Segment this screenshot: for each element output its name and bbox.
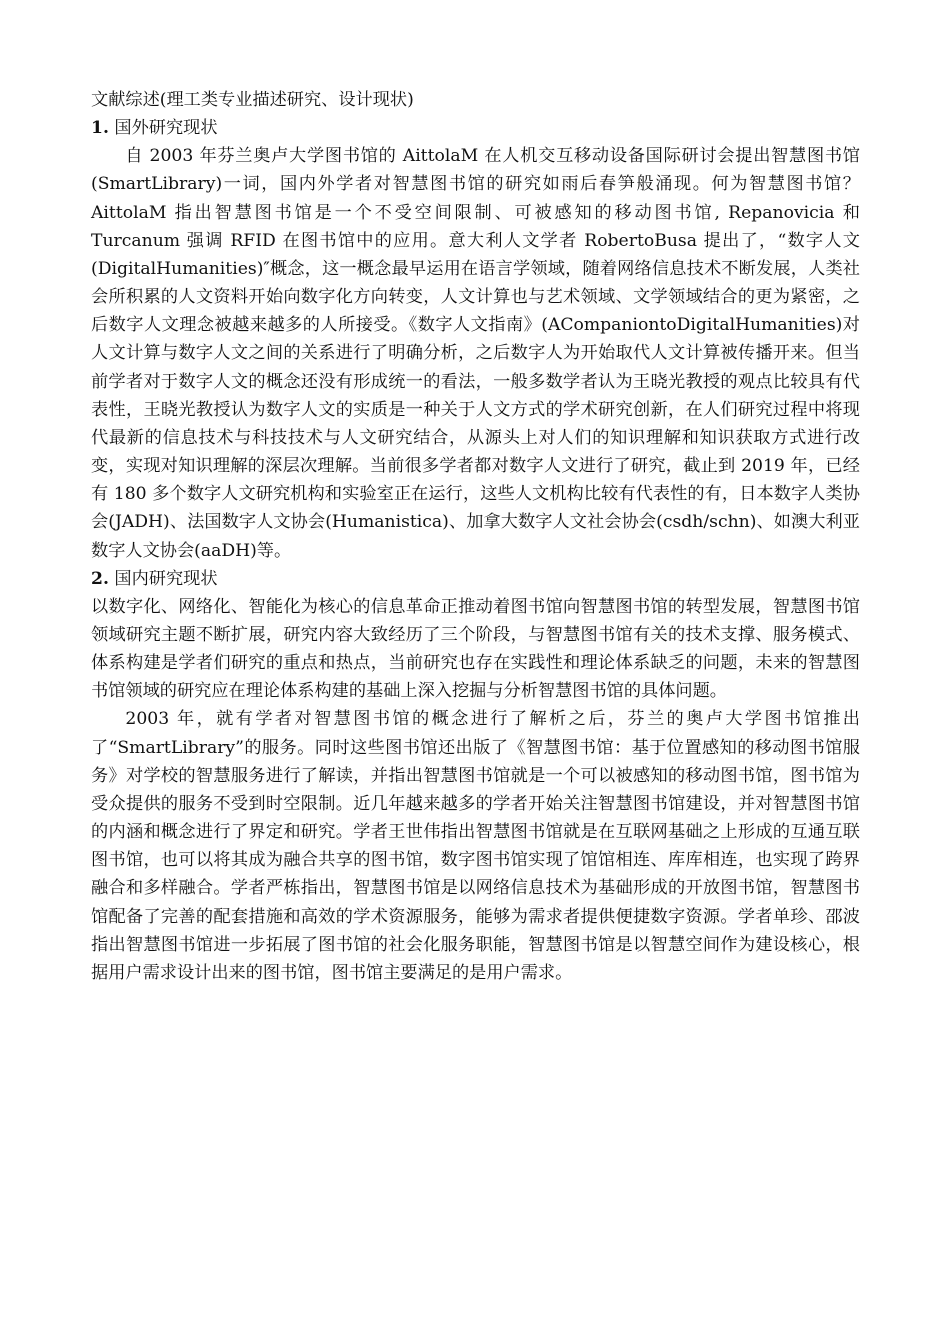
section-heading-text: 国内研究现状 [114, 568, 218, 589]
section-number: 2. [91, 568, 109, 589]
body-paragraph: 2003 年，就有学者对智慧图书馆的概念进行了解析之后，芬兰的奥卢大学图书馆推出了“SmartLibrary”的服务。同时这些图书馆还出版了《智慧图书馆：基于位置感知的移动图书馆服务》对学校的智慧服务进行了解读，并指出智慧图书馆就是一个可以被感知的移动图书馆，图书馆为受众提供的服务不受到时空限制。近几年越来越多的学者开始关注智慧图书馆建设，并对智慧图书馆的内涵和概念进行了界定和研究。学者王世伟指出智慧图书馆就是在互联网基础之上形成的互通互联图书馆，也可以将其成为融合共享的图书馆，数字图书馆实现了馆馆相连、库库相连，也实现了跨界融合和多样融合。学者严栋指出，智慧图书馆是以网络信息技术为基础形成的开放图书馆，智慧图书馆配备了完善的配套措施和高效的学术资源服务，能够为需求者提供便捷数字资源。学者单珍、邵波指出智慧图书馆进一步拓展了图书馆的社会化服务职能，智慧图书馆是以智慧空间作为建设核心，根据用户需求设计出来的图书馆，图书馆主要满足的是用户需求。 [91, 709, 860, 983]
body-paragraph: 以数字化、网络化、智能化为核心的信息革命正推动着图书馆向智慧图书馆的转型发展，智慧图书馆领域研究主题不断扩展，研究内容大致经历了三个阶段，与智慧图书馆有关的技术支撑、服务模式、体系构建是学者们研究的重点和热点，当前研究也存在实践性和理论体系缺乏的问题，未来的智慧图书馆领域的研究应在理论体系构建的基础上深入挖掘与分析智慧图书馆的具体问题。 [91, 596, 860, 702]
section-heading-text: 国外研究现状 [114, 118, 218, 139]
section-heading-foreign [91, 114, 860, 142]
section-heading-domestic [91, 565, 860, 593]
document-title: 文献综述(理工类专业描述研究、设计现状) [91, 90, 414, 110]
body-paragraph: 自 2003 年芬兰奥卢大学图书馆的 AittolaM 在人机交互移动设备国际研讨会提出智慧图书馆(SmartLibrary)一词，国内外学者对智慧图书馆的研究如雨后春笋般涌现。何为智慧图书馆？AittolaM 指出智慧图书馆是一个不受空间限制、可被感知的移动图书馆, Repanovicia 和 Turcanum 强调 RFID 在图书馆中的应用。意大利人文学者 RobertoBusa 提出了，“数字人文(DigitalHumanities)″概念，这一概念最早运用在语言学领域，随着网络信息技术不断发展，人类社会所积累的人文资料开始向数字化方向转变，人文计算也与艺术领域、文学领域结合的更为紧密，之后数字人文理念被越来越多的人所接受。《数字人文指南》(ACompaniontoDigitalHumanities)对人文计算与数字人文之间的关系进行了明确分析，之后数字人为开始取代人文计算被传播开来。但当前学者对于数字人文的概念还没有形成统一的看法，一般多数学者认为王晓光教授的观点比较具有代表性，王晓光教授认为数字人文的实质是一种关于人文方式的学术研究创新，在人们研究过程中将现代最新的信息技术与科技技术与人文研究结合，从源头上对人们的知识理解和知识获取方式进行改变，实现对知识理解的深层次理解。当前很多学者都对数字人文进行了研究，截止到 2019 年，已经有 180 多个数字人文研究机构和实验室正在运行，这些人文机构比较有代表性的有，日本数字人类协会(JADH)、法国数字人文协会(Humanistica)、加拿大数字人文社会协会(csdh/schn)、如澳大利亚数字人文协会(aaDH)等。 [91, 146, 860, 561]
document-page [91, 86, 860, 987]
section-number: 1. [91, 118, 109, 139]
